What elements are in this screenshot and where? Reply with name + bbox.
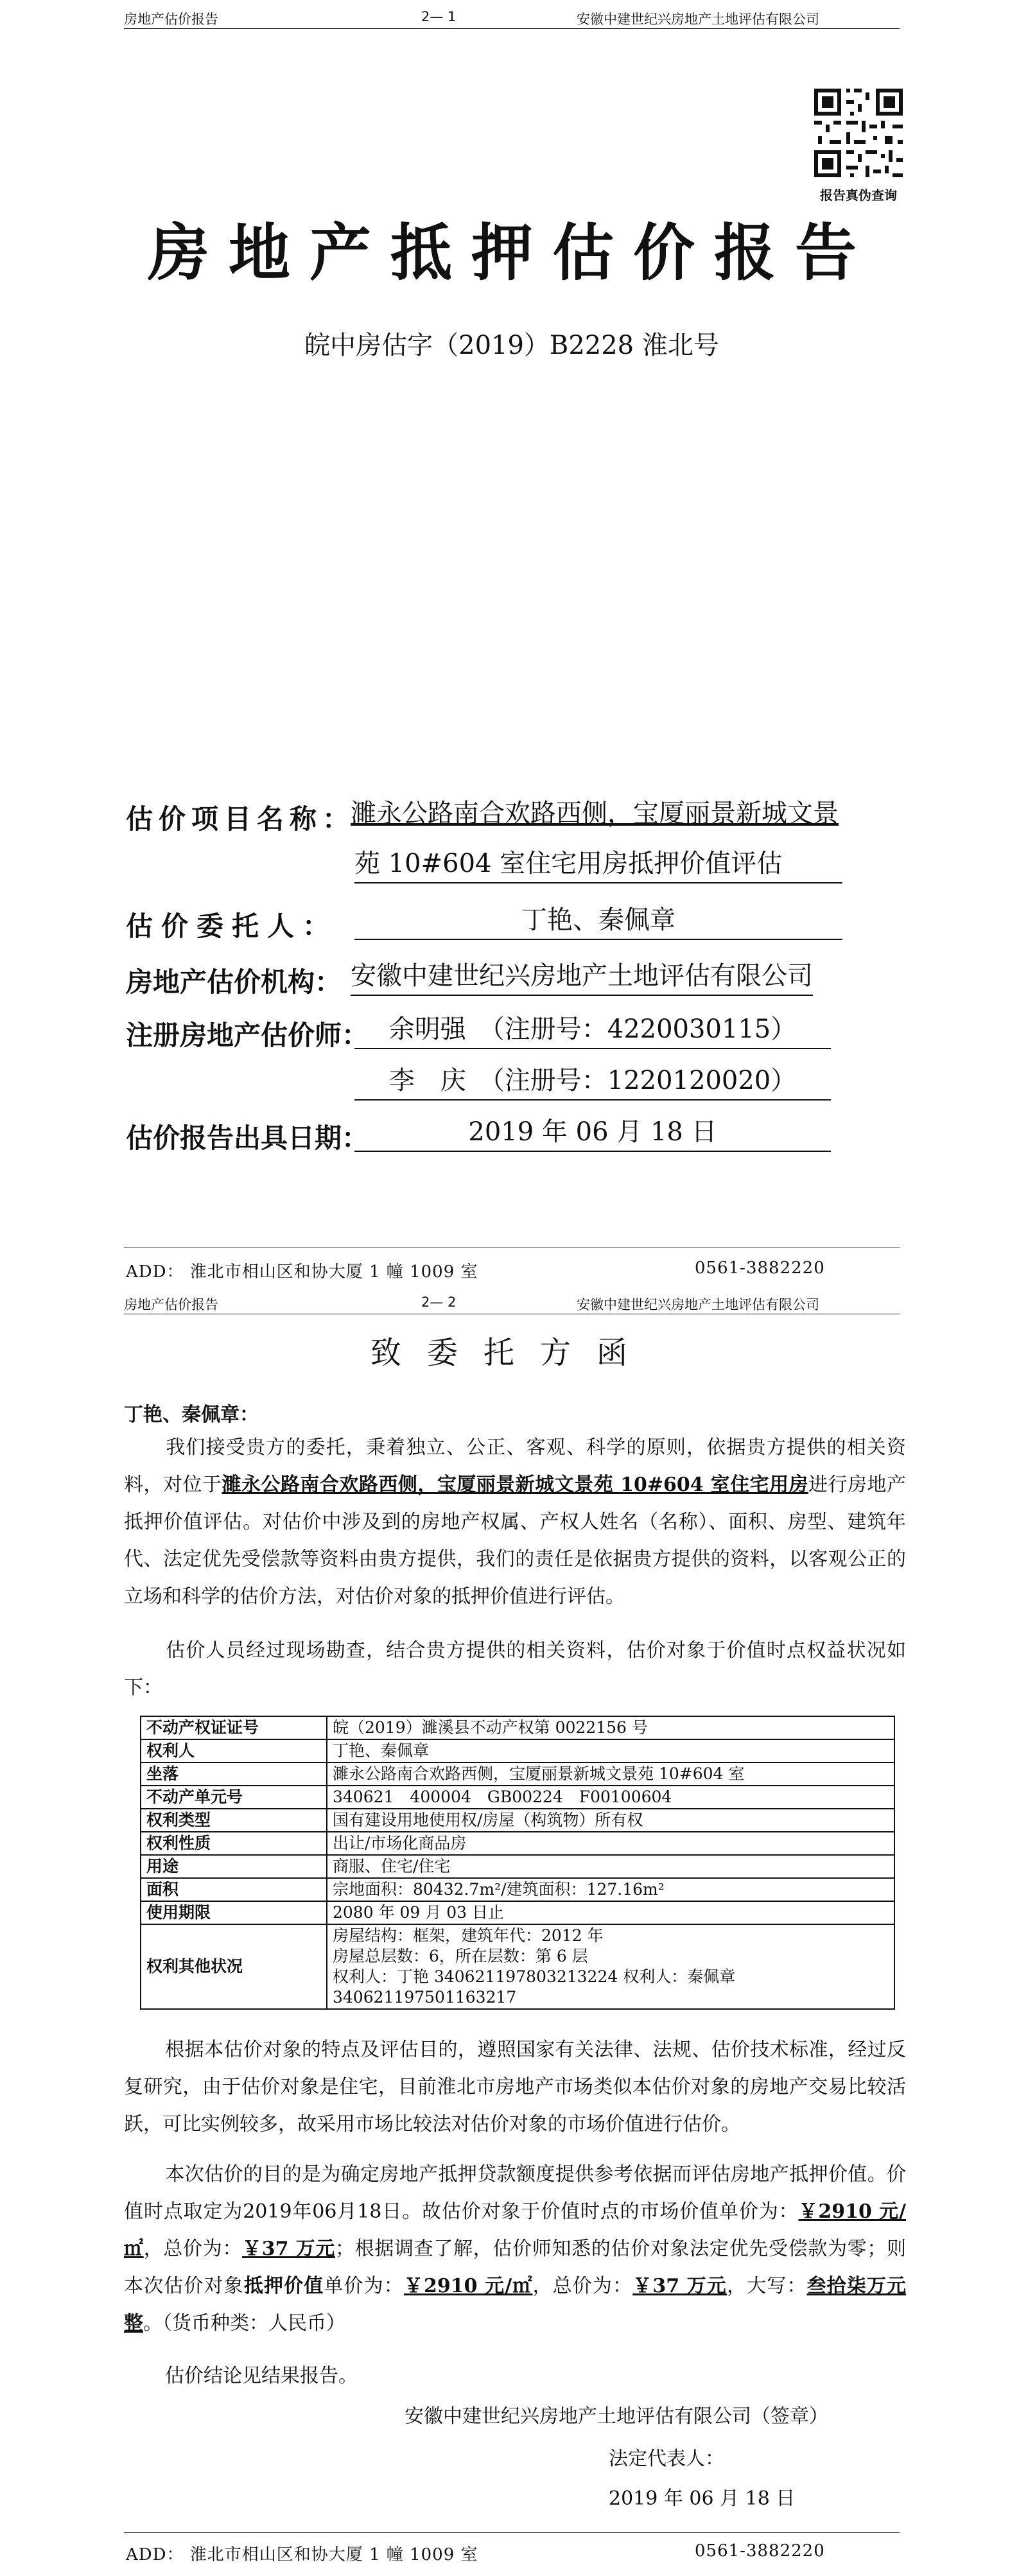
report-title: 房地产抵押估价报告 bbox=[148, 217, 876, 289]
table-row bbox=[141, 1762, 894, 1786]
page2-header-company: 安徽中建世纪兴房地产土地评估有限公司 bbox=[577, 1297, 819, 1312]
table-value bbox=[327, 1786, 894, 1809]
table-value-line: 房屋总层数：6，所在层数：第 6 层 bbox=[333, 1947, 588, 1965]
table-value-line: 国有建设用地使用权/房屋（构筑物）所有权 bbox=[333, 1811, 643, 1829]
table-row bbox=[141, 1878, 894, 1901]
table-row bbox=[141, 1809, 894, 1832]
paragraph-3: 根据本估价对象的特点及评估目的，遵照国家有关法律、法规、估价技术标准，经过反复研究，由于估价对象是住宅，目前淮北市房地产市场类似本估价对象的房地产交易比较活跃，可比实例较多，故采用市场比较法对估价对象的市场价值进行估价。 bbox=[124, 2039, 906, 2136]
paragraph-5: 估价结论见结果报告。 bbox=[165, 2365, 358, 2387]
project-name-text-1: 濉永公路南合欢路西侧，宝厦丽景新城文景 bbox=[351, 799, 839, 828]
page2-header-left: 房地产估价报告 bbox=[124, 1297, 218, 1312]
qr-caption: 报告真伪查询 bbox=[820, 187, 897, 203]
issue-date-value: 2019 年 06 月 18 日 bbox=[354, 1113, 831, 1152]
appraiser-label: 注册房地产估价师： bbox=[126, 1020, 369, 1051]
table-row bbox=[141, 1716, 894, 1739]
table-row bbox=[141, 1855, 894, 1878]
appraiser-2: 李 庆 （注册号：1220120020） bbox=[354, 1062, 831, 1101]
table-key: 使用期限 bbox=[141, 1901, 327, 1924]
page2-footer-address: ADD： 淮北市相山区和协大厦 1 幢 1009 室 bbox=[126, 2545, 478, 2564]
table-value bbox=[327, 1716, 894, 1739]
table-value bbox=[327, 1901, 894, 1924]
table-value bbox=[327, 1878, 894, 1901]
table-value-line: 340621 400004 GB00224 F00100604 bbox=[333, 1788, 672, 1806]
table-value-line: 权利人：丁艳 340621197803213224 权利人：秦佩章 340621197501163217 bbox=[333, 1967, 736, 2006]
table-key: 权利人 bbox=[141, 1739, 327, 1762]
project-name-label: 估价项目名称： bbox=[126, 803, 356, 835]
table-value-line: 宗地面积：80432.7m²/建筑面积：127.16m² bbox=[333, 1880, 665, 1899]
table-key: 坐落 bbox=[141, 1762, 327, 1786]
client-label: 估价委托人： bbox=[126, 910, 338, 942]
table-key: 用途 bbox=[141, 1855, 327, 1878]
paragraph-2: 估价人员经过现场勘查，结合贵方提供的相关资料，估价对象于价值时点权益状况如下： bbox=[124, 1639, 906, 1699]
table-value-line: 出让/市场化商品房 bbox=[333, 1834, 467, 1852]
table-key: 权利其他状况 bbox=[141, 1924, 327, 2009]
qr-code bbox=[810, 85, 907, 181]
page1-header-rule bbox=[124, 28, 900, 29]
market-unit-price: ￥2910 元/㎡ bbox=[124, 2200, 906, 2260]
report-number: 皖中房估字（2019）B2228 淮北号 bbox=[304, 331, 719, 360]
signature-legal-rep: 法定代表人： bbox=[609, 2448, 724, 2470]
qr-code-graphic bbox=[810, 85, 907, 181]
property-address-emphasis: 濉永公路南合欢路西侧，宝厦丽景新城文景苑 10#604 室住宅用房 bbox=[222, 1474, 809, 1496]
mortgage-total-uppercase: 叁拾柒万元整 bbox=[124, 2275, 907, 2335]
table-value-line: 皖（2019）濉溪县不动产权第 0022156 号 bbox=[333, 1718, 648, 1737]
table-value bbox=[327, 1809, 894, 1832]
table-value bbox=[327, 1739, 894, 1762]
letter-salutation: 丁艳、秦佩章： bbox=[124, 1404, 259, 1426]
table-value-line: 商服、住宅/住宅 bbox=[333, 1857, 451, 1875]
project-name-value-line1 bbox=[351, 795, 839, 832]
table-value-line: 濉永公路南合欢路西侧，宝厦丽景新城文景苑 10#604 室 bbox=[333, 1764, 745, 1783]
issue-date-label: 估价报告出具日期： bbox=[126, 1122, 369, 1154]
page1-header-page: 2— 1 bbox=[421, 9, 457, 24]
table-key: 不动产单元号 bbox=[141, 1786, 327, 1809]
table-key: 面积 bbox=[141, 1878, 327, 1901]
table-row bbox=[141, 1786, 894, 1809]
client-value: 丁艳、秦佩章 bbox=[354, 901, 842, 940]
page2-footer-rule bbox=[124, 2532, 900, 2533]
page1-header-company: 安徽中建世纪兴房地产土地评估有限公司 bbox=[577, 12, 819, 27]
table-value-line: 2080 年 09 月 03 日止 bbox=[333, 1903, 504, 1922]
table-key: 权利类型 bbox=[141, 1809, 327, 1832]
market-total-price: ￥37 万元 bbox=[242, 2238, 336, 2260]
table-row bbox=[141, 1832, 894, 1855]
page1-footer-phone: 0561-3882220 bbox=[695, 1258, 825, 1278]
agency-label: 房地产估价机构： bbox=[126, 966, 342, 998]
agency-value: 安徽中建世纪兴房地产土地评估有限公司 bbox=[351, 957, 813, 996]
table-value bbox=[327, 1855, 894, 1878]
table-key: 不动产权证证号 bbox=[141, 1716, 327, 1739]
table-value bbox=[327, 1832, 894, 1855]
table-key: 权利性质 bbox=[141, 1832, 327, 1855]
paragraph-1: 我们接受贵方的委托，秉着独立、公正、客观、科学的原则，依据贵方提供的相关资料，对位于濉永公路南合欢路西侧，宝厦丽景新城文景苑 10#604 室住宅用房进行房地产抵押价值评估。对估价中涉及到的房地产权属、产权人姓名（名称）、面积、房型、建筑年代、法定优先受偿款等资料由贵方提供，我们的责任是依据贵方提供的资料，以客观公正的立场和科学的估价方法，对估价对象的抵押价值进行评估。 bbox=[124, 1436, 907, 1608]
page2-footer-phone: 0561-3882220 bbox=[695, 2541, 825, 2561]
signature-date: 2019 年 06 月 18 日 bbox=[609, 2487, 796, 2510]
page2-header-page: 2— 2 bbox=[421, 1294, 457, 1310]
mortgage-total-price: ￥37 万元 bbox=[632, 2275, 727, 2297]
table-value bbox=[327, 1924, 894, 2009]
mortgage-unit-price: ￥2910 元/㎡ bbox=[403, 2275, 533, 2297]
table-value bbox=[327, 1762, 894, 1786]
table-row bbox=[141, 1901, 894, 1924]
table-value-line: 房屋结构：框架，建筑年代：2012 年 bbox=[333, 1926, 604, 1945]
table-value-line: 丁艳、秦佩章 bbox=[333, 1741, 430, 1760]
letter-title: 致委托方函 bbox=[370, 1335, 653, 1371]
paragraph-4: 本次估价的目的是为确定房地产抵押贷款额度提供参考依据而评估房地产抵押价值。价值时点取定为2019年06月18日。故估价对象于价值时点的市场价值单价为：￥2910 元/㎡，总价为：￥37 万元；根据调查了解，估价师知悉的估价对象法定优先受偿款为零；则本次估价对象抵押价值单价为：￥2910 元/㎡，总价为：￥37 万元，大写：叁拾柒万元整。（货币种类：人民币） bbox=[124, 2163, 907, 2335]
table-row bbox=[141, 1739, 894, 1762]
project-name-value-line2: 苑 10#604 室住宅用房抵押价值评估 bbox=[354, 845, 842, 883]
appraiser-1: 余明强 （注册号：4220030115） bbox=[354, 1011, 831, 1049]
table-row bbox=[141, 1924, 894, 2009]
property-rights-table bbox=[140, 1716, 895, 2010]
page1-header-left: 房地产估价报告 bbox=[124, 12, 218, 27]
signature-company: 安徽中建世纪兴房地产土地评估有限公司（签章） bbox=[405, 2405, 828, 2428]
page1-footer-address: ADD： 淮北市相山区和协大厦 1 幢 1009 室 bbox=[126, 1262, 478, 1282]
